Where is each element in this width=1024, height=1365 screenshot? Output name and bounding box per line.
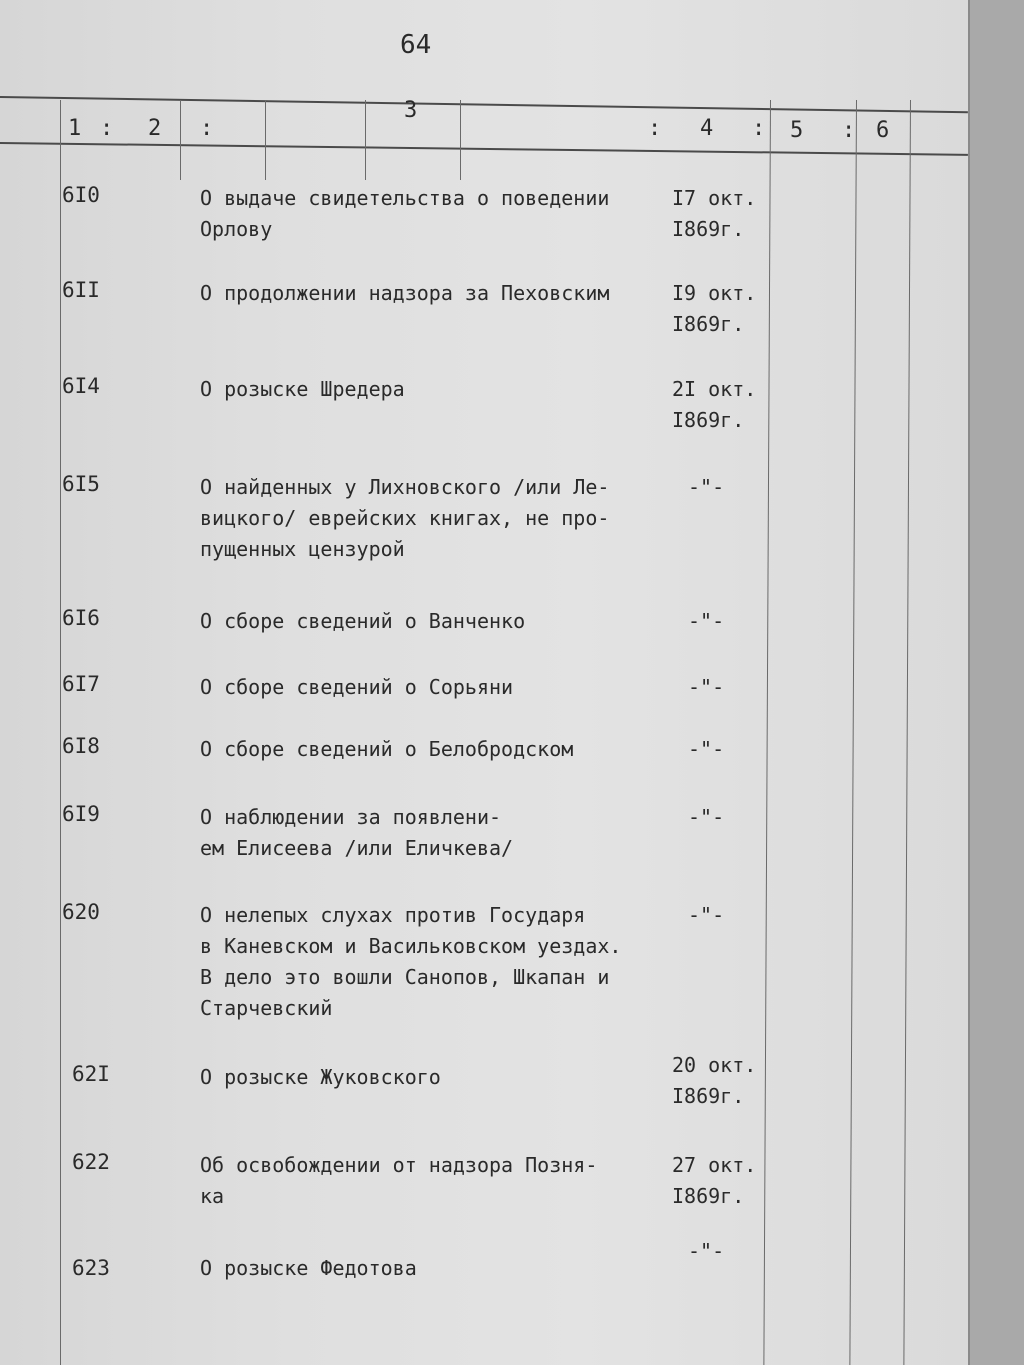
entry-number: 6I8 bbox=[62, 734, 100, 758]
entry-date: -"- bbox=[688, 903, 725, 927]
entry-title: О розыске Жуковского bbox=[200, 1065, 441, 1089]
entry-title: О выдаче свидетельства о поведении Орлову bbox=[200, 186, 610, 241]
entry-date: -"- bbox=[688, 609, 725, 633]
entry-number: 622 bbox=[72, 1150, 110, 1174]
entry-title: О розыске Федотова bbox=[200, 1256, 417, 1280]
header-top-rule bbox=[0, 96, 968, 113]
entry-date: 20 окт. I869г. bbox=[672, 1053, 757, 1108]
column-separator: : bbox=[200, 116, 214, 141]
column-number-4: 4 bbox=[700, 116, 714, 141]
entry-number: 6II bbox=[62, 278, 100, 302]
entry-title: О найденных у Лихновского /или Ле- вицкого/ еврейских книгах, не про- пущенных цензурой bbox=[200, 475, 610, 561]
column-rule bbox=[60, 100, 61, 1365]
entry-title: Об освобождении от надзора Позня- ка bbox=[200, 1153, 598, 1208]
entry-title: О продолжении надзора за Пеховским bbox=[200, 281, 610, 305]
column-number-6: 6 bbox=[876, 118, 890, 143]
entry-number: 6I6 bbox=[62, 606, 100, 630]
column-number-3: 3 bbox=[404, 98, 418, 123]
column-rule bbox=[265, 100, 266, 180]
column-rule bbox=[849, 100, 857, 1365]
entry-number: 6I5 bbox=[62, 472, 100, 496]
column-rule bbox=[180, 100, 181, 180]
column-separator: : bbox=[842, 118, 856, 143]
page-number: 64 bbox=[400, 30, 432, 60]
entry-title: О нелепых слухах против Государя в Каневском и Васильковском уездах. В дело это вошли Санопов, Шкапан и Старчевский bbox=[200, 903, 622, 1020]
column-separator: : bbox=[648, 116, 662, 141]
entry-number: 62I bbox=[72, 1062, 110, 1086]
entry-date: 27 окт. I869г. bbox=[672, 1153, 757, 1208]
entry-number: 623 bbox=[72, 1256, 110, 1280]
column-rule bbox=[460, 100, 461, 180]
column-number-1: 1 bbox=[68, 116, 82, 141]
entry-date: I7 окт. I869г. bbox=[672, 186, 757, 241]
entry-date: 2I окт. I869г. bbox=[672, 377, 757, 432]
entry-number: 620 bbox=[62, 900, 100, 924]
entry-number: 6I0 bbox=[62, 183, 100, 207]
entry-title: О наблюдении за появлени- ем Елисеева /или Еличкева/ bbox=[200, 805, 514, 860]
column-number-5: 5 bbox=[790, 118, 804, 143]
column-separator: : bbox=[100, 116, 114, 141]
entry-date: I9 окт. I869г. bbox=[672, 281, 757, 336]
entry-date: -"- bbox=[688, 1239, 725, 1263]
column-rule bbox=[365, 100, 366, 180]
entry-title: О сборе сведений о Ванченко bbox=[200, 609, 526, 633]
column-separator: : bbox=[752, 116, 766, 141]
entry-date: -"- bbox=[688, 475, 725, 499]
column-number-2: 2 bbox=[148, 116, 162, 141]
entry-number: 6I7 bbox=[62, 672, 100, 696]
entry-title: О розыске Шредера bbox=[200, 377, 405, 401]
entry-date: -"- bbox=[688, 737, 725, 761]
column-rule bbox=[903, 100, 911, 1365]
entry-date: -"- bbox=[688, 805, 725, 829]
entry-title: О сборе сведений о Белобродском bbox=[200, 737, 574, 761]
entry-number: 6I9 bbox=[62, 802, 100, 826]
header-bottom-rule bbox=[0, 142, 968, 156]
entry-date: -"- bbox=[688, 675, 725, 699]
entry-number: 6I4 bbox=[62, 374, 100, 398]
entry-title: О сборе сведений о Сорьяни bbox=[200, 675, 514, 699]
